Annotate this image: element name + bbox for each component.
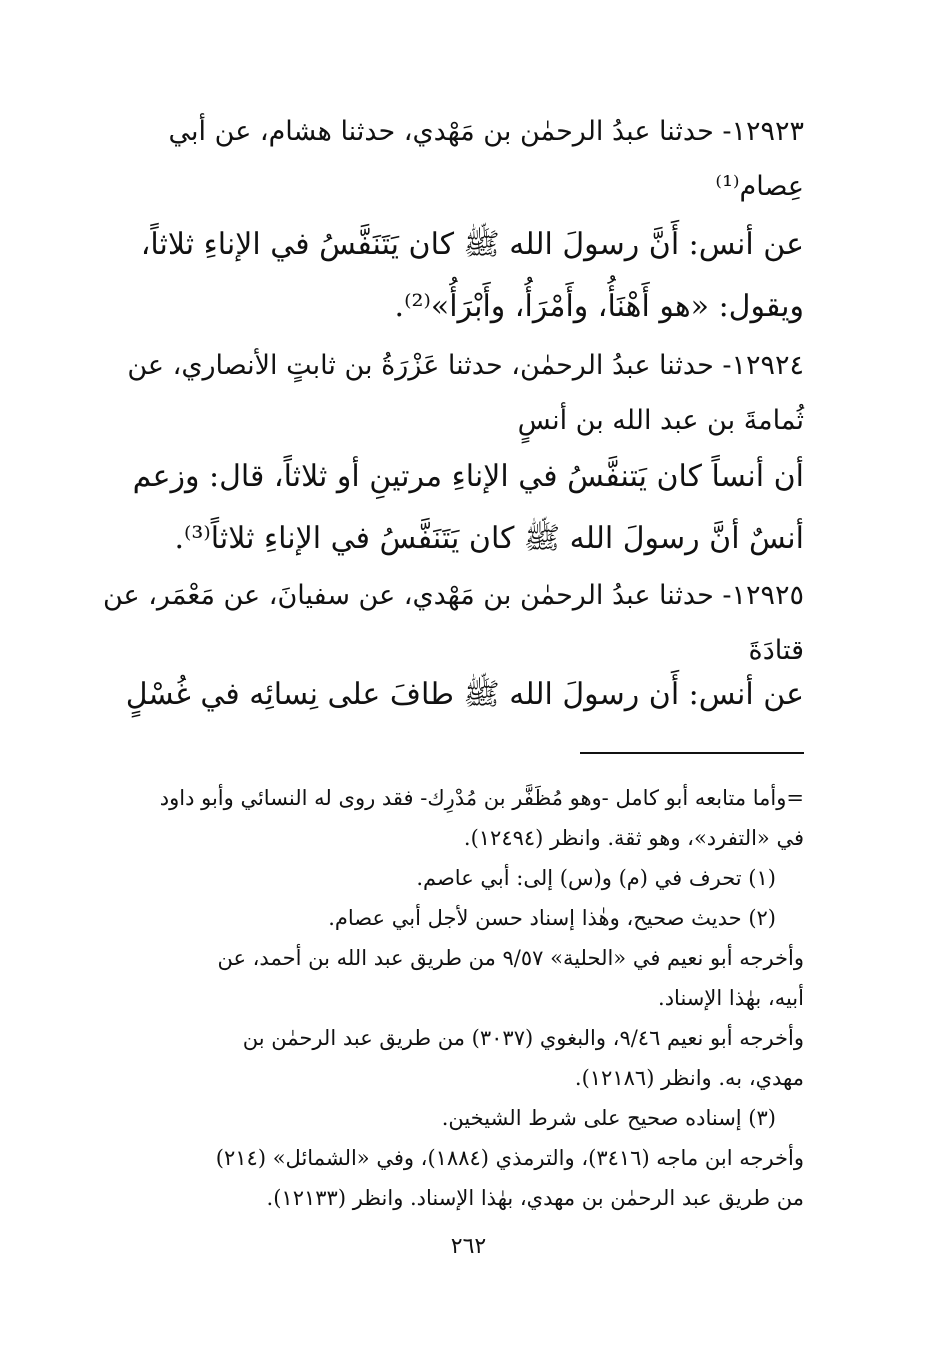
text-line: ١٢٩٢٥- حدثنا عبدُ الرحمٰن بن مَهْدي، عن سفيانَ، عن مَعْمَر، عن	[102, 580, 804, 611]
footnote-line: من طريق عبد الرحمٰن بن مهدي، بهٰذا الإسناد. وانظر (١٢١٣٣).	[266, 1186, 804, 1210]
text-line: عن أنس: أَن رسولَ الله ﷺ طافَ على نِسائِه في غُسْلٍ	[125, 677, 804, 712]
footnote-separator	[580, 752, 804, 754]
text-line: ١٢٩٢٣- حدثنا عبدُ الرحمٰن بن مَهْدي، حدثنا هشام، عن أبي	[168, 116, 804, 147]
footnote-line: وأخرجه ابن ماجه (٣٤١٦)، والترمذي (١٨٨٤)، وفي «الشمائل» (٢١٤)	[215, 1146, 804, 1170]
text-line: ويقول: «هو أَهْنَأُ، وأَمْرَأُ، وأَبْرَأُ»⁽²⁾.	[394, 289, 804, 324]
text-line: أنسٌ أنَّ رسولَ الله ﷺ كان يَتَنَفَّسُ في الإناءِ ثلاثاً⁽³⁾.	[174, 521, 804, 556]
text-line: أن أنساً كان يَتنفَّسُ في الإناءِ مرتينِ أو ثلاثاً، قال: وزعم	[132, 459, 804, 494]
footnote-1: (١) تحرف في (م) و(س) إلى: أبي عاصم.	[416, 866, 776, 890]
text-line: ثُمامةَ بن عبد الله بن أنسٍ	[517, 405, 804, 436]
page-number: ٢٦٢	[450, 1234, 487, 1259]
text-line: ١٢٩٢٤- حدثنا عبدُ الرحمٰن، حدثنا عَزْرَةُ بن ثابتٍ الأنصاري، عن	[127, 350, 804, 381]
footnote-line: وأخرجه أبو نعيم ٩/٤٦، والبغوي (٣٠٣٧) من طريق عبد الرحمٰن بن	[242, 1026, 804, 1050]
footnote-line: وأخرجه أبو نعيم في «الحلية» ٩/٥٧ من طريق عبد الله بن أحمد، عن	[217, 946, 804, 970]
hadith-12923-isnad	[104, 104, 804, 214]
text-line: عِصام⁽¹⁾	[715, 171, 804, 202]
text-line: قتادَةَ	[748, 635, 804, 666]
footnote-line: في «التفرد»، وهو ثقة. وانظر (١٢٤٩٤).	[463, 826, 804, 850]
hadith-12925-matn	[104, 664, 804, 726]
footnotes	[104, 778, 804, 1218]
footnote-3: (٣) إسناده صحيح على شرط الشيخين.	[441, 1106, 776, 1130]
hadith-12923-matn	[104, 214, 804, 338]
footnote-2: (٢) حديث صحيح، وهٰذا إسناد حسن لأجل أبي عصام.	[328, 906, 776, 930]
hadith-12924-matn	[104, 446, 804, 570]
hadith-12925-isnad	[104, 568, 804, 678]
footnote-line: مهدي، به. وانظر (١٢١٨٦).	[574, 1066, 804, 1090]
text-line: عن أنس: أَنَّ رسولَ الله ﷺ كان يَتَنَفَّسُ في الإناءِ ثلاثاً،	[140, 227, 804, 262]
hadith-12924-isnad	[104, 338, 804, 448]
footnote-line: =وأما متابعه أبو كامل -وهو مُظَفَّر بن مُدْرِك- فقد روى له النسائي وأبو داود	[159, 786, 804, 810]
footnote-line: أبيه، بهٰذا الإسناد.	[658, 986, 804, 1010]
